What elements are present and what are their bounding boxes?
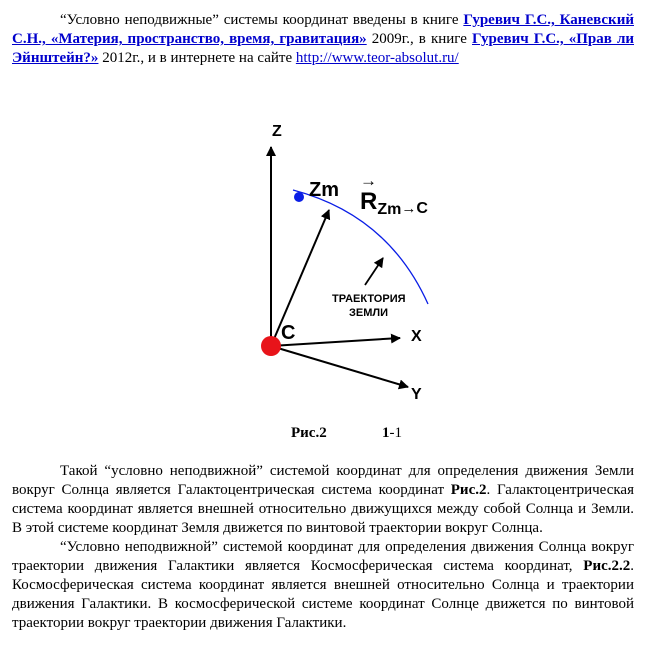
vector-target: C xyxy=(416,200,428,217)
p2-text-b: . Космосферическая система координат является внешней относительно Солнца и траектории движения Галактики. В космосферической системе координат Солнце движется по винтовой траектории вокруг траектории движения Галактики. xyxy=(12,558,634,631)
vector-arrow: → xyxy=(401,200,417,217)
vector-arrow-mark: → xyxy=(360,171,377,190)
caption-figure-ref: Рис.2 xyxy=(291,425,327,441)
y-axis-label: Y xyxy=(411,386,422,403)
intro-text-2: 2009г., в книге xyxy=(366,31,472,47)
trajectory-label-2: ЗЕМЛИ xyxy=(349,307,389,319)
intro-paragraph xyxy=(12,11,634,68)
x-axis-label: X xyxy=(411,328,422,345)
caption-num-bold: 1 xyxy=(382,425,390,441)
caption-num-rest: -1 xyxy=(389,425,402,441)
p1-text-b: . Галактоцентрическая система координат является внешней относительно движущихся между собой Солнца и Земли. В этой системе координат Земля движется по винтовой траектории вокруг Солнца. xyxy=(12,482,634,536)
body-paragraph-1 xyxy=(12,462,634,538)
vector-label xyxy=(360,188,428,218)
vector-main: R xyxy=(360,188,378,215)
p1-text-a: Такой “условно неподвижной” системой координат для определения движения Земли вокруг Солнца является Галактоцентрическая система координат xyxy=(12,463,634,498)
book-link-1[interactable]: Гуревич Г.С., Каневский С.Н., «Материя, пространство, время, гравитация» xyxy=(12,12,634,47)
intro-text-3: 2012г., и в интернете на сайте xyxy=(98,50,296,66)
origin-label: C xyxy=(281,322,296,344)
trajectory-label-1: ТРАЕКТОРИЯ xyxy=(332,293,406,305)
book-link-2[interactable]: Гуревич Г.С., «Прав ли Эйнштейн?» xyxy=(12,31,635,66)
moon-point xyxy=(294,192,304,202)
body-paragraph-2 xyxy=(12,538,634,633)
intro-text-1: “Условно неподвижные” системы координат введены в книге xyxy=(60,12,464,28)
radius-vector xyxy=(271,210,329,346)
vector-sub: Zm xyxy=(377,201,402,218)
p1-figure-ref: Рис.2 xyxy=(450,482,487,498)
z-axis-label: Z xyxy=(272,123,282,140)
p2-figure-ref: Рис.2.2 xyxy=(583,558,631,574)
trajectory-pointer xyxy=(365,258,383,285)
origin-point xyxy=(261,336,281,356)
y-axis xyxy=(271,346,408,387)
moon-label: Zm xyxy=(309,179,339,201)
body-text xyxy=(12,462,634,633)
coordinate-diagram xyxy=(0,110,648,415)
caption-number xyxy=(382,425,402,442)
p2-text-a: “Условно неподвижной” системой координат для определения движения Солнца вокруг траектории движения Галактики является Космосферическая система координат, xyxy=(12,539,634,574)
site-link[interactable]: http://www.teor-absolut.ru/ xyxy=(295,50,459,66)
